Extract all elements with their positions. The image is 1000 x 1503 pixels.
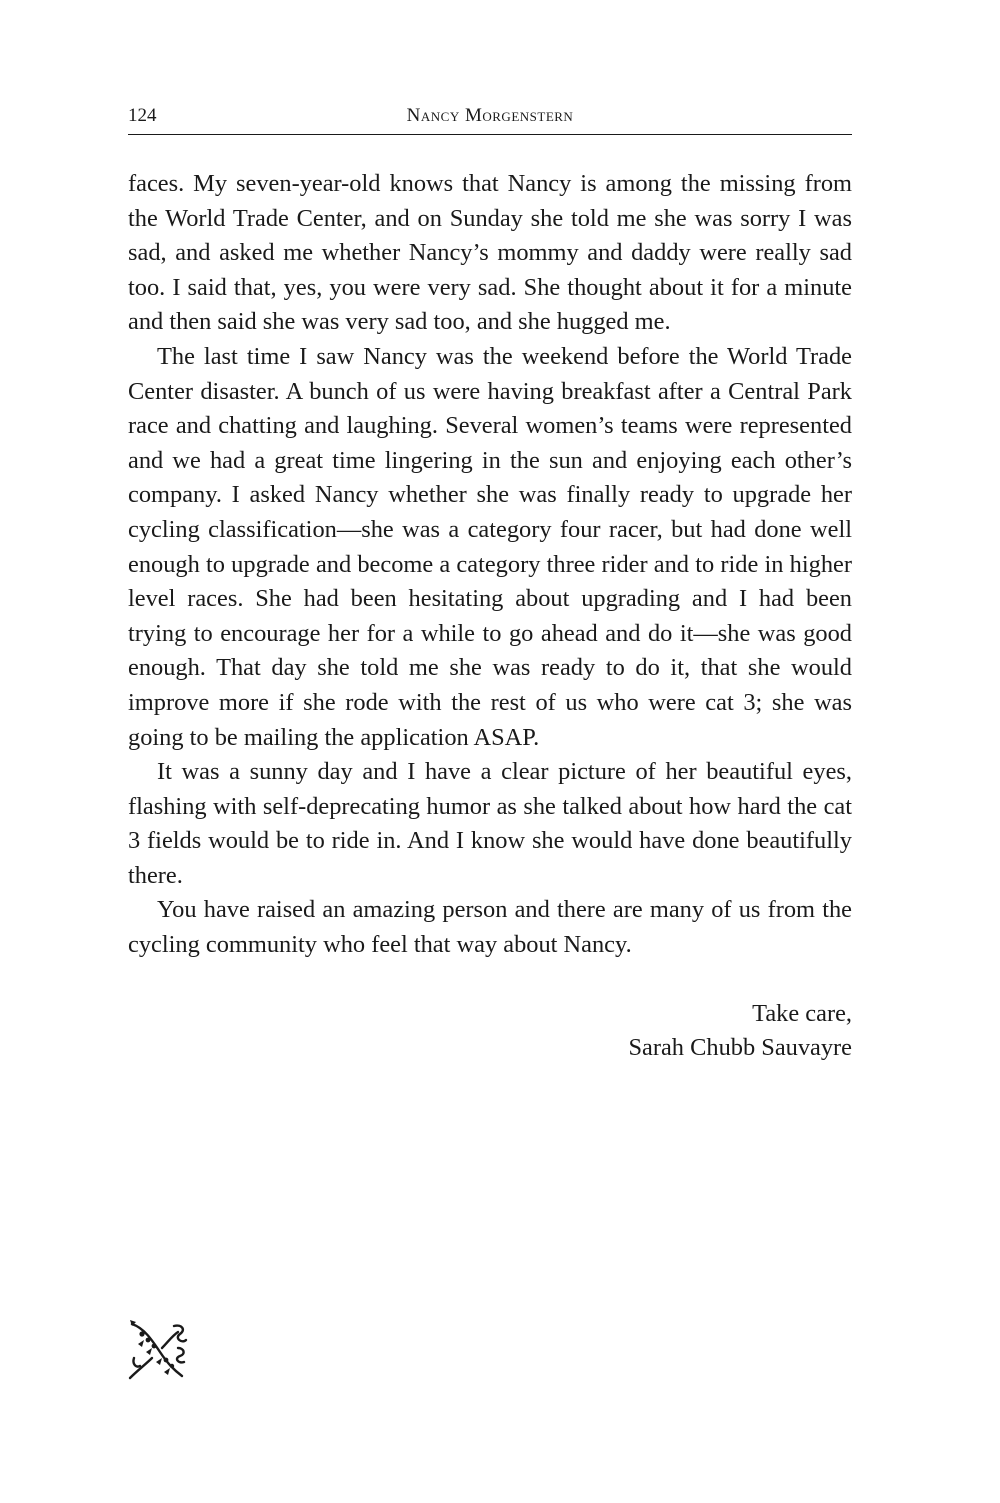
paragraph: faces. My seven-year-old knows that Nancy is among the missing from the World Trade Center, and on Sunday she told me she was sorry I was sad, and asked me whether Nancy’s mommy and daddy were really sad too. I said that, yes, you were very sad. She thought about it for a minute and then said she was very sad too, and she hugged me. bbox=[128, 170, 852, 336]
running-header bbox=[128, 100, 852, 135]
floral-fleuron-icon bbox=[126, 1318, 188, 1382]
page-number: 124 bbox=[128, 105, 157, 126]
paragraph: You have raised an amazing person and there are many of us from the cycling community who feel that way about Nancy. bbox=[128, 896, 852, 959]
letter-closing bbox=[128, 997, 852, 1066]
book-page bbox=[128, 100, 852, 1066]
body-text bbox=[128, 167, 852, 963]
signature: Sarah Chubb Sauvayre bbox=[628, 1034, 852, 1062]
paragraph: The last time I saw Nancy was the weekend before the World Trade Center disaster. A bunch of us were having breakfast after a Central Park race and chatting and laughing. Several women’s teams were represented and we had a great time lingering in the sun and enjoying each other’s company. I asked Nancy whether she was finally ready to upgrade her cycling classification—she was a category four racer, but had done well enough to upgrade and become a category three rider and to ride in higher level races. She had been hesitating about upgrading and I had been trying to encourage her for a while to go ahead and do it—she was good enough. That day she told me she was ready to do it, that she would improve more if she rode with the rest of us who were cat 3; she was going to be mailing the application ASAP. bbox=[128, 342, 852, 751]
closing-salutation: Take care, bbox=[752, 999, 852, 1027]
paragraph: It was a sunny day and I have a clear picture of her beautiful eyes, flashing with self-deprecating humor as she talked about how hard the cat 3 fields would be to ride in. And I know she would have done beautifully there. bbox=[128, 758, 852, 889]
running-title: Nancy Morgenstern bbox=[406, 105, 574, 126]
